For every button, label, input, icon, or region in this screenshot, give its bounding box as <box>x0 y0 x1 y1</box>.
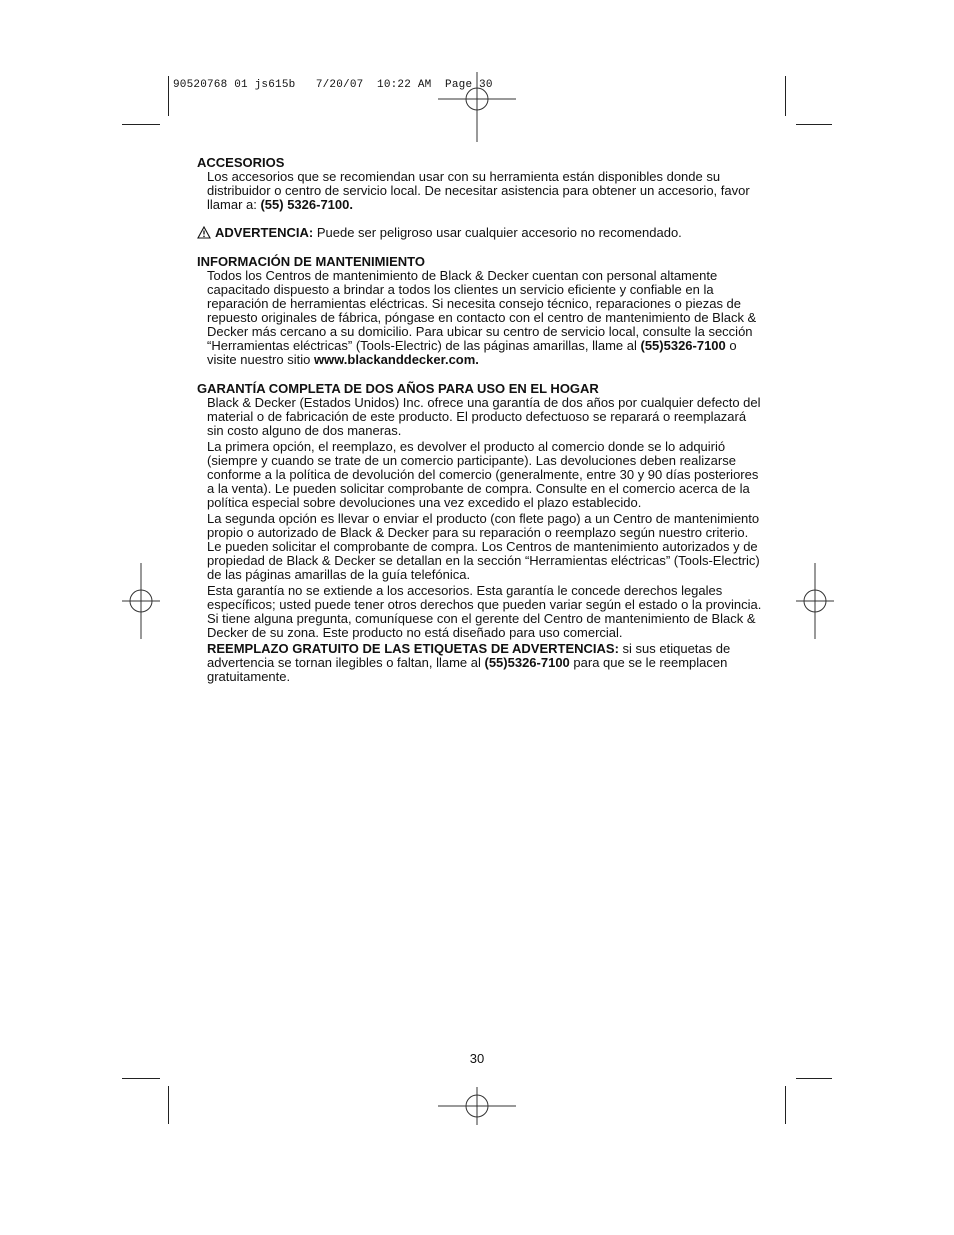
registration-mark-bottom-icon <box>438 1087 516 1125</box>
garantia-paragraph-2: La primera opción, el reemplazo, es devolver el producto al comercio donde se lo adquirió (siempre y cuando se trate de un comercio participante). Las devoluciones deben realizarse conforme a la política de devolución del comercio (generalmente, entre 30 y 90 días posteriores a la venta). Le pueden solicitar comprobante de compra. Consulte en el comercio acerca de la política especial sobre devoluciones una vez excedido el plazo establecido. <box>207 439 759 510</box>
registration-mark-top-icon <box>438 72 516 142</box>
crop-mark-bottom-left-v <box>168 1086 169 1124</box>
registration-mark-left-icon <box>122 563 160 639</box>
heading-accesorios: ACCESORIOS <box>197 155 285 170</box>
garantia-paragraph-4: Esta garantía no se extiende a los accesorios. Esta garantía le concede derechos legales específicos; usted puede tener otros derechos que pueden variar según el estado o la provincia. Si tiene alguna pregunta, comuníquese con el gerente del Centro de mantenimiento de Black & Decker de su zona. Este producto no está diseñado para uso comercial. <box>207 583 762 640</box>
warning-line <box>197 226 762 240</box>
section-mantenimiento <box>197 254 762 367</box>
crop-mark-top-left-v <box>168 76 169 116</box>
crop-mark-bottom-right-v <box>785 1086 786 1124</box>
mantenimiento-phone: (55)5326-7100 <box>640 338 726 353</box>
mantenimiento-text: Todos los Centros de mantenimiento de Black & Decker cuentan con personal altamente capacitado dispuesto a brindar a todos los clientes un servicio eficiente y confiable en la reparación de herramientas eléctricas. Si necesita consejo técnico, reparaciones o piezas de repuesto originales de fábrica, póngase en contacto con el centro de mantenimiento de Black & Decker más cercano a su domicilio. Para ubicar su centro de servicio local, consulte la sección “Herramientas eléctricas” (Tools-Electric) de las páginas amarillas, llame al (55)5326-7100 o visite nuestro sitio www.blackanddecker.com. <box>207 268 757 367</box>
section-garantia <box>197 381 762 684</box>
crop-mark-top-right-h <box>796 124 832 125</box>
garantia-paragraph-3: La segunda opción es llevar o enviar el producto (con flete pago) a un Centro de mantenimiento propio o autorizado de Black & Decker para su reparación o reemplazo según nuestro criterio. Le pueden solicitar el comprobante de compra. Los Centros de mantenimiento autorizados y de propiedad de Black & Decker se detallan en la sección “Herramientas eléctricas” (Tools-Electric) de las páginas amarillas de la guía telefónica. <box>207 511 760 582</box>
crop-mark-bottom-left-h <box>122 1078 160 1079</box>
labels-replacement-phone: (55)5326-7100 <box>484 655 570 670</box>
section-accesorios <box>197 155 762 212</box>
warning-triangle-icon <box>197 226 211 239</box>
page-number: 30 <box>469 1051 485 1066</box>
heading-garantia: GARANTÍA COMPLETA DE DOS AÑOS PARA USO EN EL HOGAR <box>197 381 599 396</box>
crop-mark-bottom-right-h <box>796 1078 832 1079</box>
registration-mark-right-icon <box>796 563 834 639</box>
crop-mark-top-left-h <box>122 124 160 125</box>
accesorios-phone: (55) 5326-7100. <box>260 197 353 212</box>
website-link: www.blackanddecker.com. <box>313 352 479 367</box>
warning-text: ADVERTENCIA: Puede ser peligroso usar cualquier accesorio no recomendado. <box>215 225 682 240</box>
garantia-paragraph-5: REEMPLAZO GRATUITO DE LAS ETIQUETAS DE ADVERTENCIAS: si sus etiquetas de advertencia se tornan ilegibles o faltan, llame al (55)5326-7100 para que se le reemplacen gratuitamente. <box>207 641 731 684</box>
warning-label: ADVERTENCIA: <box>215 225 314 240</box>
printer-slug: 90520768 01 js615b 7/20/07 10:22 AM Page 30 <box>173 79 493 91</box>
labels-replacement-heading: REEMPLAZO GRATUITO DE LAS ETIQUETAS DE ADVERTENCIAS: <box>207 641 619 656</box>
garantia-paragraph-1: Black & Decker (Estados Unidos) Inc. ofrece una garantía de dos años por cualquier defecto del material o de fabricación de este producto. El producto defectuoso se reparará o reemplazará sin costo alguno de dos maneras. <box>207 395 761 438</box>
crop-mark-top-right-v <box>785 76 786 116</box>
heading-mantenimiento: INFORMACIÓN DE MANTENIMIENTO <box>197 254 425 269</box>
page-content <box>197 155 762 698</box>
accesorios-text: Los accesorios que se recomiendan usar con su herramienta están disponibles donde su distribuidor o centro de servicio local. De necesitar asistencia para obtener un accesorio, favor llamar a: (55) 5326-7100. <box>207 169 750 212</box>
